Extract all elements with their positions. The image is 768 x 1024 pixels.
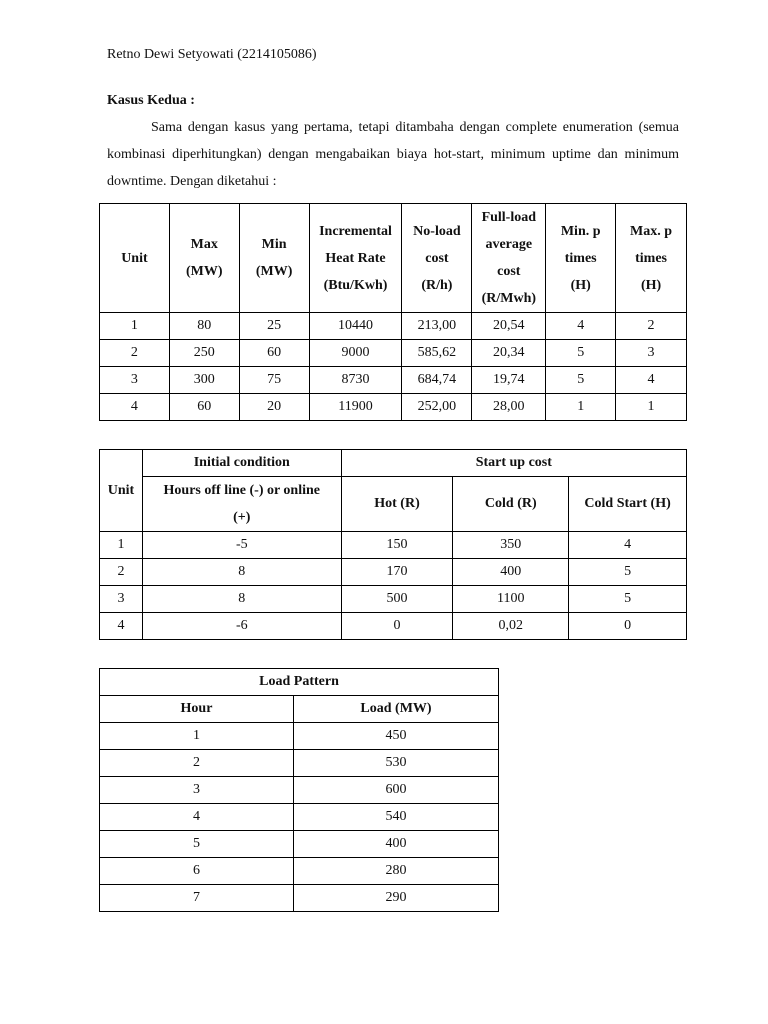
intro-paragraph-text: Sama dengan kasus yang pertama, tetapi ditambaha dengan complete enumeration (semua kombinasi diperhitungkan) dengan mengabaikan biaya hot-start, minimum uptime dan minimum downtime. Dengan diketahui : <box>107 120 679 189</box>
table-cell: 25 <box>239 313 309 340</box>
table-cell: 60 <box>239 340 309 367</box>
table-cell: 4 <box>569 532 687 559</box>
table-header-row <box>100 477 687 532</box>
table-cell: 75 <box>239 367 309 394</box>
table-cell: 20 <box>239 394 309 421</box>
table-cell: 4 <box>100 613 143 640</box>
header-min: Min (MW) <box>239 204 309 313</box>
table-cell: 5 <box>569 586 687 613</box>
table-cell: 1 <box>100 313 170 340</box>
table-cell: 350 <box>453 532 569 559</box>
table-cell: 5 <box>546 340 616 367</box>
author-line: Retno Dewi Setyowati (2214105086) <box>107 47 317 62</box>
table-cell: 60 <box>169 394 239 421</box>
table-cell: 8 <box>142 559 341 586</box>
table-cell: 300 <box>169 367 239 394</box>
header-initial-condition: Initial condition <box>142 450 341 477</box>
table-cell: 3 <box>100 777 294 804</box>
header-full-load-cost: Full-load average cost (R/Mwh) <box>472 204 546 313</box>
table-cell: 1100 <box>453 586 569 613</box>
table-cell: 19,74 <box>472 367 546 394</box>
table-row <box>100 340 687 367</box>
table-row <box>100 532 687 559</box>
table-cell: 213,00 <box>402 313 472 340</box>
table-cell: 4 <box>100 804 294 831</box>
table-cell: 20,54 <box>472 313 546 340</box>
table-row <box>100 723 499 750</box>
table-cell: -5 <box>142 532 341 559</box>
header-load: Load (MW) <box>294 696 499 723</box>
table-row <box>100 831 499 858</box>
load-pattern-table <box>99 668 499 912</box>
header-incremental-heat-rate: Incremental Heat Rate (Btu/Kwh) <box>309 204 402 313</box>
header-hot: Hot (R) <box>341 477 453 532</box>
table-cell: 5 <box>100 831 294 858</box>
table-cell: 280 <box>294 858 499 885</box>
table-cell: 7 <box>100 885 294 912</box>
header-hour: Hour <box>100 696 294 723</box>
table-cell: 0 <box>341 613 453 640</box>
table-row <box>100 858 499 885</box>
table-cell: 290 <box>294 885 499 912</box>
table-cell: 1 <box>616 394 687 421</box>
table-cell: 80 <box>169 313 239 340</box>
table-cell: 450 <box>294 723 499 750</box>
unit-data-table <box>99 203 687 421</box>
header-max-p-times: Max. p times (H) <box>616 204 687 313</box>
header-unit: Unit <box>100 204 170 313</box>
table-row <box>100 313 687 340</box>
table-cell: 0,02 <box>453 613 569 640</box>
table-row <box>100 750 499 777</box>
table-row <box>100 885 499 912</box>
table-cell: 11900 <box>309 394 402 421</box>
table-cell: 252,00 <box>402 394 472 421</box>
startup-cost-table <box>99 449 687 640</box>
header-max: Max (MW) <box>169 204 239 313</box>
table-cell: 2 <box>100 559 143 586</box>
table-cell: 4 <box>100 394 170 421</box>
table-row <box>100 367 687 394</box>
table-cell: 400 <box>294 831 499 858</box>
table-cell: 9000 <box>309 340 402 367</box>
table-cell: 684,74 <box>402 367 472 394</box>
table-header-row <box>100 696 499 723</box>
table-cell: 500 <box>341 586 453 613</box>
table-cell: 600 <box>294 777 499 804</box>
table-row <box>100 804 499 831</box>
intro-paragraph <box>107 114 679 195</box>
table-cell: 2 <box>616 313 687 340</box>
table-cell: 585,62 <box>402 340 472 367</box>
table-row <box>100 777 499 804</box>
table-row <box>100 613 687 640</box>
table-cell: 20,34 <box>472 340 546 367</box>
table-cell: 400 <box>453 559 569 586</box>
table-header-row <box>100 669 499 696</box>
table-cell: 8 <box>142 586 341 613</box>
header-min-p-times: Min. p times (H) <box>546 204 616 313</box>
header-start-up-cost: Start up cost <box>341 450 686 477</box>
table-cell: 250 <box>169 340 239 367</box>
table-cell: 1 <box>100 723 294 750</box>
header-no-load-cost: No-load cost (R/h) <box>402 204 472 313</box>
table-cell: 6 <box>100 858 294 885</box>
header-cold-start: Cold Start (H) <box>569 477 687 532</box>
load-pattern-title: Load Pattern <box>100 669 499 696</box>
table-row <box>100 586 687 613</box>
table-cell: 3 <box>616 340 687 367</box>
table-cell: 3 <box>100 367 170 394</box>
table-cell: 4 <box>616 367 687 394</box>
table-cell: 1 <box>100 532 143 559</box>
table-cell: 3 <box>100 586 143 613</box>
table-header-row <box>100 450 687 477</box>
table-cell: 540 <box>294 804 499 831</box>
table-cell: 1 <box>546 394 616 421</box>
header-cold: Cold (R) <box>453 477 569 532</box>
table-row <box>100 559 687 586</box>
table-cell: 8730 <box>309 367 402 394</box>
table-cell: -6 <box>142 613 341 640</box>
table-cell: 5 <box>569 559 687 586</box>
table-cell: 2 <box>100 750 294 777</box>
table-cell: 5 <box>546 367 616 394</box>
table-cell: 10440 <box>309 313 402 340</box>
header-hours-offline-online: Hours off line (-) or online (+) <box>142 477 341 532</box>
table-cell: 28,00 <box>472 394 546 421</box>
table-cell: 170 <box>341 559 453 586</box>
section-heading: Kasus Kedua : <box>107 93 195 108</box>
table-cell: 150 <box>341 532 453 559</box>
table-cell: 4 <box>546 313 616 340</box>
table-cell: 2 <box>100 340 170 367</box>
header-unit: Unit <box>100 450 143 532</box>
table-cell: 0 <box>569 613 687 640</box>
table-cell: 530 <box>294 750 499 777</box>
table-row <box>100 394 687 421</box>
table-header-row <box>100 204 687 313</box>
